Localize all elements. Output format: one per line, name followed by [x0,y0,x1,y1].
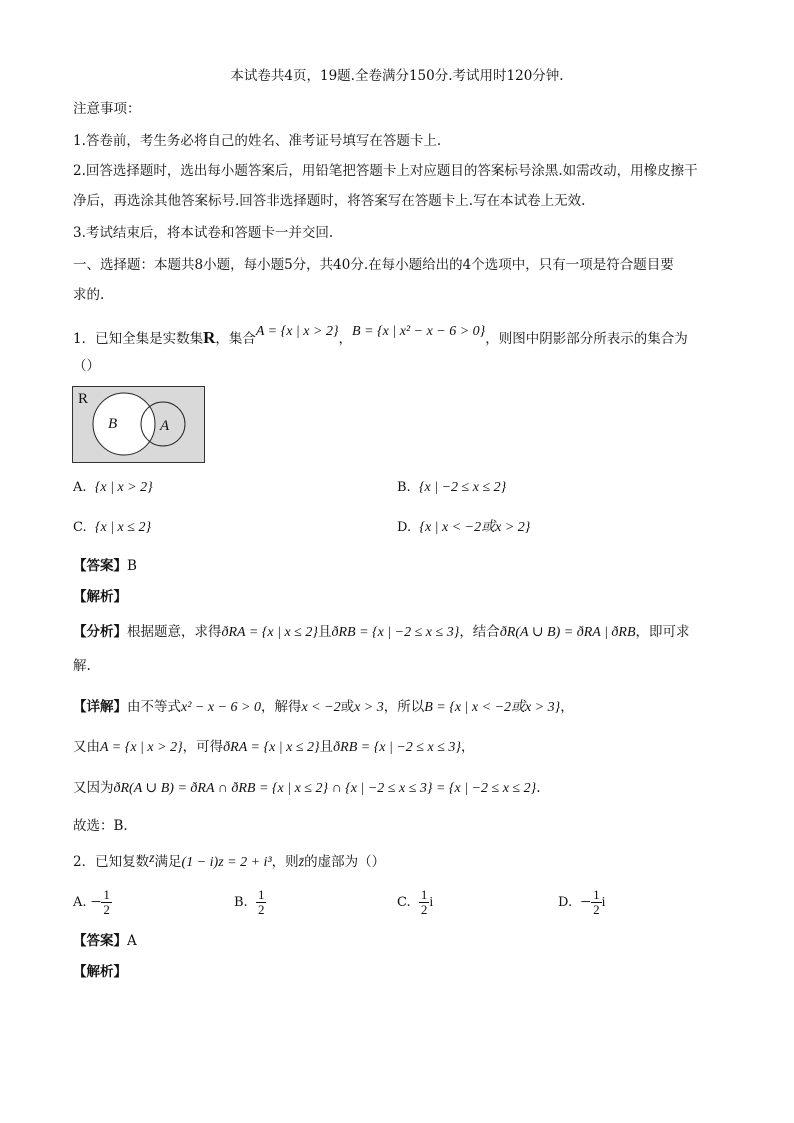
q2-option-a[interactable]: A. − $\frac{1}{2}$ [73,887,110,917]
fraction: $\frac{1}{2}$ [593,887,600,917]
q1-stem: 1．已知全集是实数集R，集合A = {x | x > 2}，B = {x | x² − x − 6 > 0}，则图中阴影部分所表示的集合为 [73,324,688,347]
q1-analysis-tag: 【解析】 [73,589,127,605]
fraction: $\frac{1}{2}$ [257,887,265,917]
venn-circle-b [93,393,155,455]
q2-stem: 2．已知复数z满足(1 − i)z = 2 + i³，则z̄的虚部为（） [73,851,386,870]
venn-diagram [72,386,206,464]
notice-title: 注意事项： [73,101,141,117]
notice-item-3: 3.考试结束后，将本试卷和答题卡一并交回. [73,225,334,241]
q1-paren: （） [73,358,100,374]
notice-item-2-cont: 净后，再选涂其他答案标号.回答非选择题时，将答案写在答题卡上.写在本试卷上无效. [73,193,586,209]
q1-option-d[interactable]: D. {x | x < −2或x > 2} [397,520,531,535]
q1-fenxi-cont: 解. [73,658,91,674]
q1-conclusion: 故选：B. [73,818,128,834]
q1-answer: 【答案】B [73,558,137,574]
venn-label-r: R [78,391,89,407]
q1-detail-3: 又因为ðR(A ∪ B) = ðRA ∩ ðRB = {x | x ≤ 2} ∩ {x | −2 ≤ x ≤ 3} = {x | −2 ≤ x ≤ 2}. [73,780,541,796]
section-heading: 一、选择题：本题共8小题，每小题5分，共40分.在每小题给出的4个选项中，只有一项是符合题目要 [73,257,674,273]
q1-detail-2: 又由A = {x | x > 2}，可得ðRA = {x | x ≤ 2}且ðRB = {x | −2 ≤ x ≤ 3}， [73,739,475,755]
q1-fenxi: 【分析】根据题意，求得ðRA = {x | x ≤ 2}且ðRB = {x | −2 ≤ x ≤ 3}，结合ðR(A ∪ B) = ðRA | ðRB，即可求 [73,624,690,640]
q2-answer: 【答案】A [73,933,137,949]
q2-option-b[interactable]: B. $\frac{1}{2}$ [234,887,265,917]
fraction: $\frac{1}{2}$ [103,887,110,917]
q2-analysis-tag: 【解析】 [73,964,127,980]
header-line: 本试卷共4页，19题.全卷满分150分.考试用时120分钟. [230,68,564,84]
q2-option-c[interactable]: C. $\frac{1}{2}$ i [397,887,434,917]
section-heading-cont: 求的. [73,287,105,303]
venn-label-a: A [160,418,170,434]
q1-detail-1: 【详解】由不等式x² − x − 6 > 0，解得x < −2或x > 3，所以B = {x | x < −2或x > 3}， [73,699,574,715]
notice-item-1: 1.答卷前，考生务必将自己的姓名、准考证号填写在答题卡上. [73,133,442,149]
q1-option-b[interactable]: B. {x | −2 ≤ x ≤ 2} [397,480,507,495]
fraction: $\frac{1}{2}$ [420,887,428,917]
venn-label-b: B [108,416,118,432]
q1-option-a[interactable]: A. {x | x > 2} [73,480,153,495]
q2-option-d[interactable]: D. − $\frac{1}{2}$ i [558,887,606,917]
q1-option-c[interactable]: C. {x | x ≤ 2} [73,520,152,535]
notice-item-2: 2.回答选择题时，选出每小题答案后，用铅笔把答题卡上对应题目的答案标号涂黑.如需改动，用橡皮擦干 [73,163,698,179]
